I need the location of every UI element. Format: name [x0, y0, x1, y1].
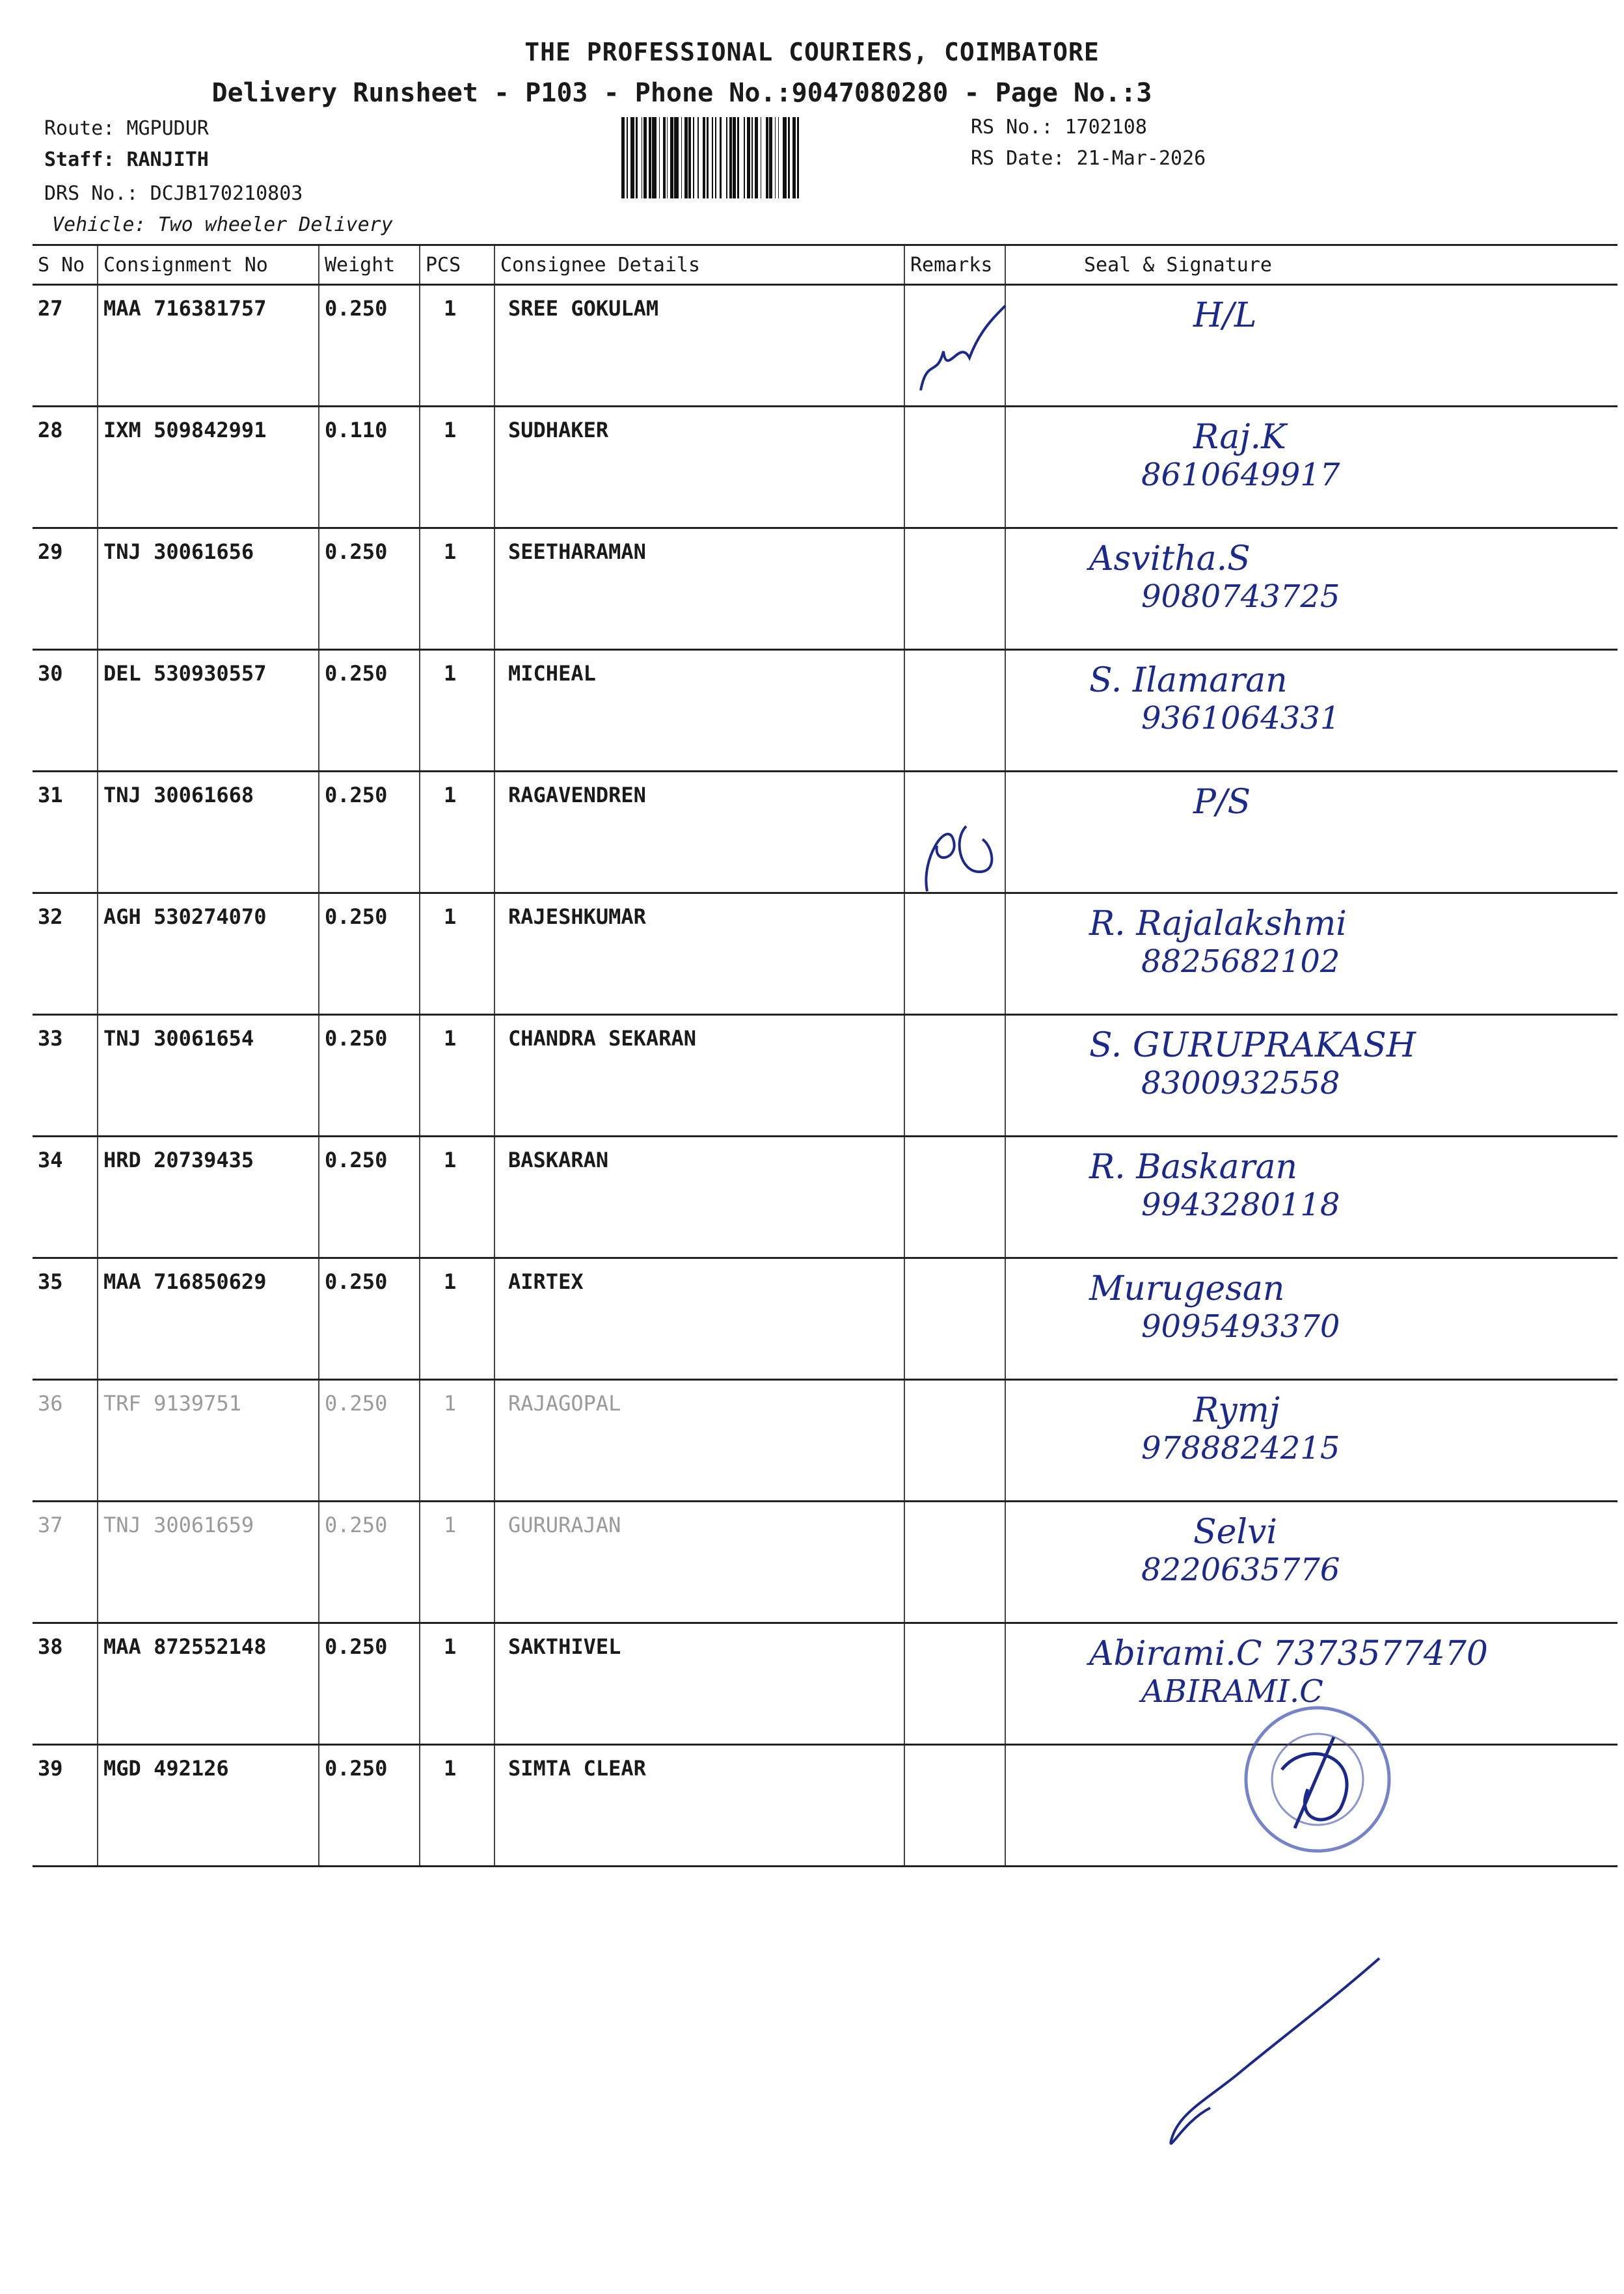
cell-consignee: SEETHARAMAN: [494, 528, 904, 650]
cell-remarks: [904, 1380, 1005, 1502]
cell-sno: 33: [33, 1015, 98, 1137]
cell-consignment-no: TNJ 30061659: [98, 1502, 319, 1623]
cell-consignment-no: TNJ 30061654: [98, 1015, 319, 1137]
cell-consignment-no: MGD 492126: [98, 1745, 319, 1867]
cell-consignee: BASKARAN: [494, 1137, 904, 1258]
table-row: [33, 528, 1617, 650]
cell-pcs: 1: [420, 1502, 494, 1623]
signature-phone: ABIRAMI.C: [1141, 1673, 1323, 1710]
cell-consignment-no: MAA 716850629: [98, 1258, 319, 1380]
signature-phone: 9080743725: [1141, 578, 1340, 615]
rs-no-value: 1702108: [1064, 116, 1147, 139]
route-line: [44, 117, 209, 140]
cell-seal-signature: [1005, 1137, 1617, 1258]
cell-pcs: 1: [420, 285, 494, 407]
table-body: [33, 285, 1617, 1867]
cell-consignee: RAJESHKUMAR: [494, 893, 904, 1015]
signature-stroke: [1165, 1945, 1386, 2153]
remark-initial-row27: [908, 280, 1012, 410]
cell-seal-signature: [1005, 1380, 1617, 1502]
rs-date-value: 21-Mar-2026: [1076, 147, 1206, 170]
cell-weight: 0.250: [319, 1137, 420, 1258]
cell-weight: 0.250: [319, 1015, 420, 1137]
cell-consignment-no: MAA 872552148: [98, 1623, 319, 1745]
signature-phone: 8300932558: [1141, 1065, 1340, 1101]
table-row: [33, 407, 1617, 528]
signature-name: Raj.K: [1193, 418, 1286, 457]
signature-name: Abirami.C 7373577470: [1089, 1634, 1488, 1673]
cell-pcs: 1: [420, 650, 494, 772]
staff-line: [44, 148, 209, 171]
col-header-sno: S No: [33, 245, 98, 285]
cell-sno: 34: [33, 1137, 98, 1258]
signature-phone: 9943280118: [1141, 1187, 1340, 1223]
table-header-row: [33, 245, 1617, 285]
cell-consignment-no: TRF 9139751: [98, 1380, 319, 1502]
table-row: [33, 1258, 1617, 1380]
cell-seal-signature: [1005, 893, 1617, 1015]
runsheet-barcode: [621, 117, 963, 198]
drs-line: [44, 182, 303, 205]
signature-name: Selvi: [1193, 1513, 1278, 1552]
cell-seal-signature: [1005, 1258, 1617, 1380]
signature-phone: 8825682102: [1141, 943, 1340, 980]
company-seal-stamp: [1236, 1698, 1399, 1861]
runsheet-table-wrap: [33, 244, 1617, 1867]
col-header-signature: Seal & Signature: [1005, 245, 1617, 285]
signature-name: S. GURUPRAKASH: [1089, 1026, 1416, 1065]
cell-seal-signature: [1005, 528, 1617, 650]
cell-pcs: 1: [420, 1745, 494, 1867]
cell-sno: 38: [33, 1623, 98, 1745]
table-row: [33, 650, 1617, 772]
table-row: [33, 893, 1617, 1015]
col-header-consignee: Consignee Details: [494, 245, 904, 285]
cell-weight: 0.250: [319, 528, 420, 650]
signature-phone: 9095493370: [1141, 1308, 1340, 1345]
cell-sno: 32: [33, 893, 98, 1015]
signature-phone: 9361064331: [1141, 700, 1340, 736]
cell-consignment-no: IXM 509842991: [98, 407, 319, 528]
cell-pcs: 1: [420, 407, 494, 528]
cell-consignee: SUDHAKER: [494, 407, 904, 528]
cell-remarks: [904, 1623, 1005, 1745]
drs-value: DCJB170210803: [150, 182, 303, 205]
cell-sno: 28: [33, 407, 98, 528]
rs-date-label: RS Date:: [971, 147, 1065, 170]
cell-consignee: RAJAGOPAL: [494, 1380, 904, 1502]
cell-consignment-no: TNJ 30061656: [98, 528, 319, 650]
remark-initial-row31: [908, 800, 1012, 898]
cell-consignment-no: DEL 530930557: [98, 650, 319, 772]
signature-phone: 8220635776: [1141, 1552, 1340, 1588]
cell-consignee: SREE GOKULAM: [494, 285, 904, 407]
signature-name: S. Ilamaran: [1089, 661, 1288, 700]
cell-consignee: AIRTEX: [494, 1258, 904, 1380]
cell-consignee: SIMTA CLEAR: [494, 1745, 904, 1867]
drs-label: DRS No.:: [44, 182, 139, 205]
signature-name: Asvitha.S: [1089, 539, 1251, 578]
cell-remarks: [904, 1745, 1005, 1867]
cell-remarks: [904, 528, 1005, 650]
signature-phone: 8610649917: [1141, 457, 1340, 493]
cell-sno: 36: [33, 1380, 98, 1502]
runsheet-subtitle: Delivery Runsheet - P103 - Phone No.:9047080280 - Page No.:3: [211, 78, 1152, 108]
runsheet-table: [33, 244, 1617, 1867]
cell-sno: 39: [33, 1745, 98, 1867]
cell-pcs: 1: [420, 1015, 494, 1137]
cell-remarks: [904, 893, 1005, 1015]
vehicle-line: [52, 213, 393, 236]
table-row: [33, 1137, 1617, 1258]
rs-date-line: [971, 147, 1206, 170]
cell-seal-signature: [1005, 285, 1617, 407]
table-row: [33, 285, 1617, 407]
rs-no-line: [971, 116, 1147, 139]
cell-weight: 0.250: [319, 285, 420, 407]
cell-consignee: MICHEAL: [494, 650, 904, 772]
cell-pcs: 1: [420, 528, 494, 650]
table-row: [33, 1015, 1617, 1137]
cell-consignee: GURURAJAN: [494, 1502, 904, 1623]
cell-consignee: SAKTHIVEL: [494, 1623, 904, 1745]
cell-weight: 0.250: [319, 1623, 420, 1745]
cell-remarks: [904, 1137, 1005, 1258]
cell-sno: 35: [33, 1258, 98, 1380]
table-row: [33, 772, 1617, 893]
cell-sno: 37: [33, 1502, 98, 1623]
signature-phone: 9788824215: [1141, 1430, 1340, 1466]
cell-sno: 29: [33, 528, 98, 650]
signature-name: R. Rajalakshmi: [1089, 904, 1347, 943]
table-row: [33, 1502, 1617, 1623]
cell-seal-signature: [1005, 1015, 1617, 1137]
cell-seal-signature: [1005, 650, 1617, 772]
cell-consignment-no: TNJ 30061668: [98, 772, 319, 893]
cell-consignee: CHANDRA SEKARAN: [494, 1015, 904, 1137]
cell-sno: 30: [33, 650, 98, 772]
col-header-consignment: Consignment No: [98, 245, 319, 285]
cell-weight: 0.250: [319, 1258, 420, 1380]
signature-name: P/S: [1193, 783, 1251, 822]
cell-consignee: RAGAVENDREN: [494, 772, 904, 893]
cell-consignment-no: MAA 716381757: [98, 285, 319, 407]
cell-pcs: 1: [420, 1258, 494, 1380]
cell-weight: 0.250: [319, 772, 420, 893]
cell-weight: 0.110: [319, 407, 420, 528]
cell-seal-signature: [1005, 407, 1617, 528]
cell-weight: 0.250: [319, 1380, 420, 1502]
cell-remarks: [904, 1502, 1005, 1623]
vehicle-label: Vehicle:: [52, 213, 146, 236]
vehicle-value: Two wheeler Delivery: [157, 213, 393, 236]
signature-name: Murugesan: [1089, 1269, 1285, 1308]
route-label: Route:: [44, 117, 115, 140]
cell-pcs: 1: [420, 772, 494, 893]
cell-weight: 0.250: [319, 893, 420, 1015]
company-title: THE PROFESSIONAL COURIERS, COIMBATORE: [524, 38, 1100, 66]
cell-pcs: 1: [420, 1380, 494, 1502]
cell-pcs: 1: [420, 1137, 494, 1258]
cell-weight: 0.250: [319, 1745, 420, 1867]
cell-consignment-no: HRD 20739435: [98, 1137, 319, 1258]
route-value: MGPUDUR: [126, 117, 209, 140]
signature-name: R. Baskaran: [1089, 1148, 1297, 1187]
col-header-weight: Weight: [319, 245, 420, 285]
col-header-pcs: PCS: [420, 245, 494, 285]
cell-remarks: [904, 1015, 1005, 1137]
cell-remarks: [904, 407, 1005, 528]
signature-name: H/L: [1193, 296, 1257, 335]
cell-remarks: [904, 650, 1005, 772]
cell-seal-signature: [1005, 772, 1617, 893]
cell-weight: 0.250: [319, 650, 420, 772]
cell-pcs: 1: [420, 893, 494, 1015]
table-row: [33, 1380, 1617, 1502]
cell-sno: 27: [33, 285, 98, 407]
cell-sno: 31: [33, 772, 98, 893]
staff-value: RANJITH: [126, 148, 209, 171]
col-header-remarks: Remarks: [904, 245, 1005, 285]
rs-no-label: RS No.:: [971, 116, 1053, 139]
cell-weight: 0.250: [319, 1502, 420, 1623]
cell-seal-signature: [1005, 1502, 1617, 1623]
cell-pcs: 1: [420, 1623, 494, 1745]
cell-remarks: [904, 1258, 1005, 1380]
staff-label: Staff:: [44, 148, 115, 171]
signature-name: Rymj: [1193, 1391, 1280, 1430]
cell-consignment-no: AGH 530274070: [98, 893, 319, 1015]
